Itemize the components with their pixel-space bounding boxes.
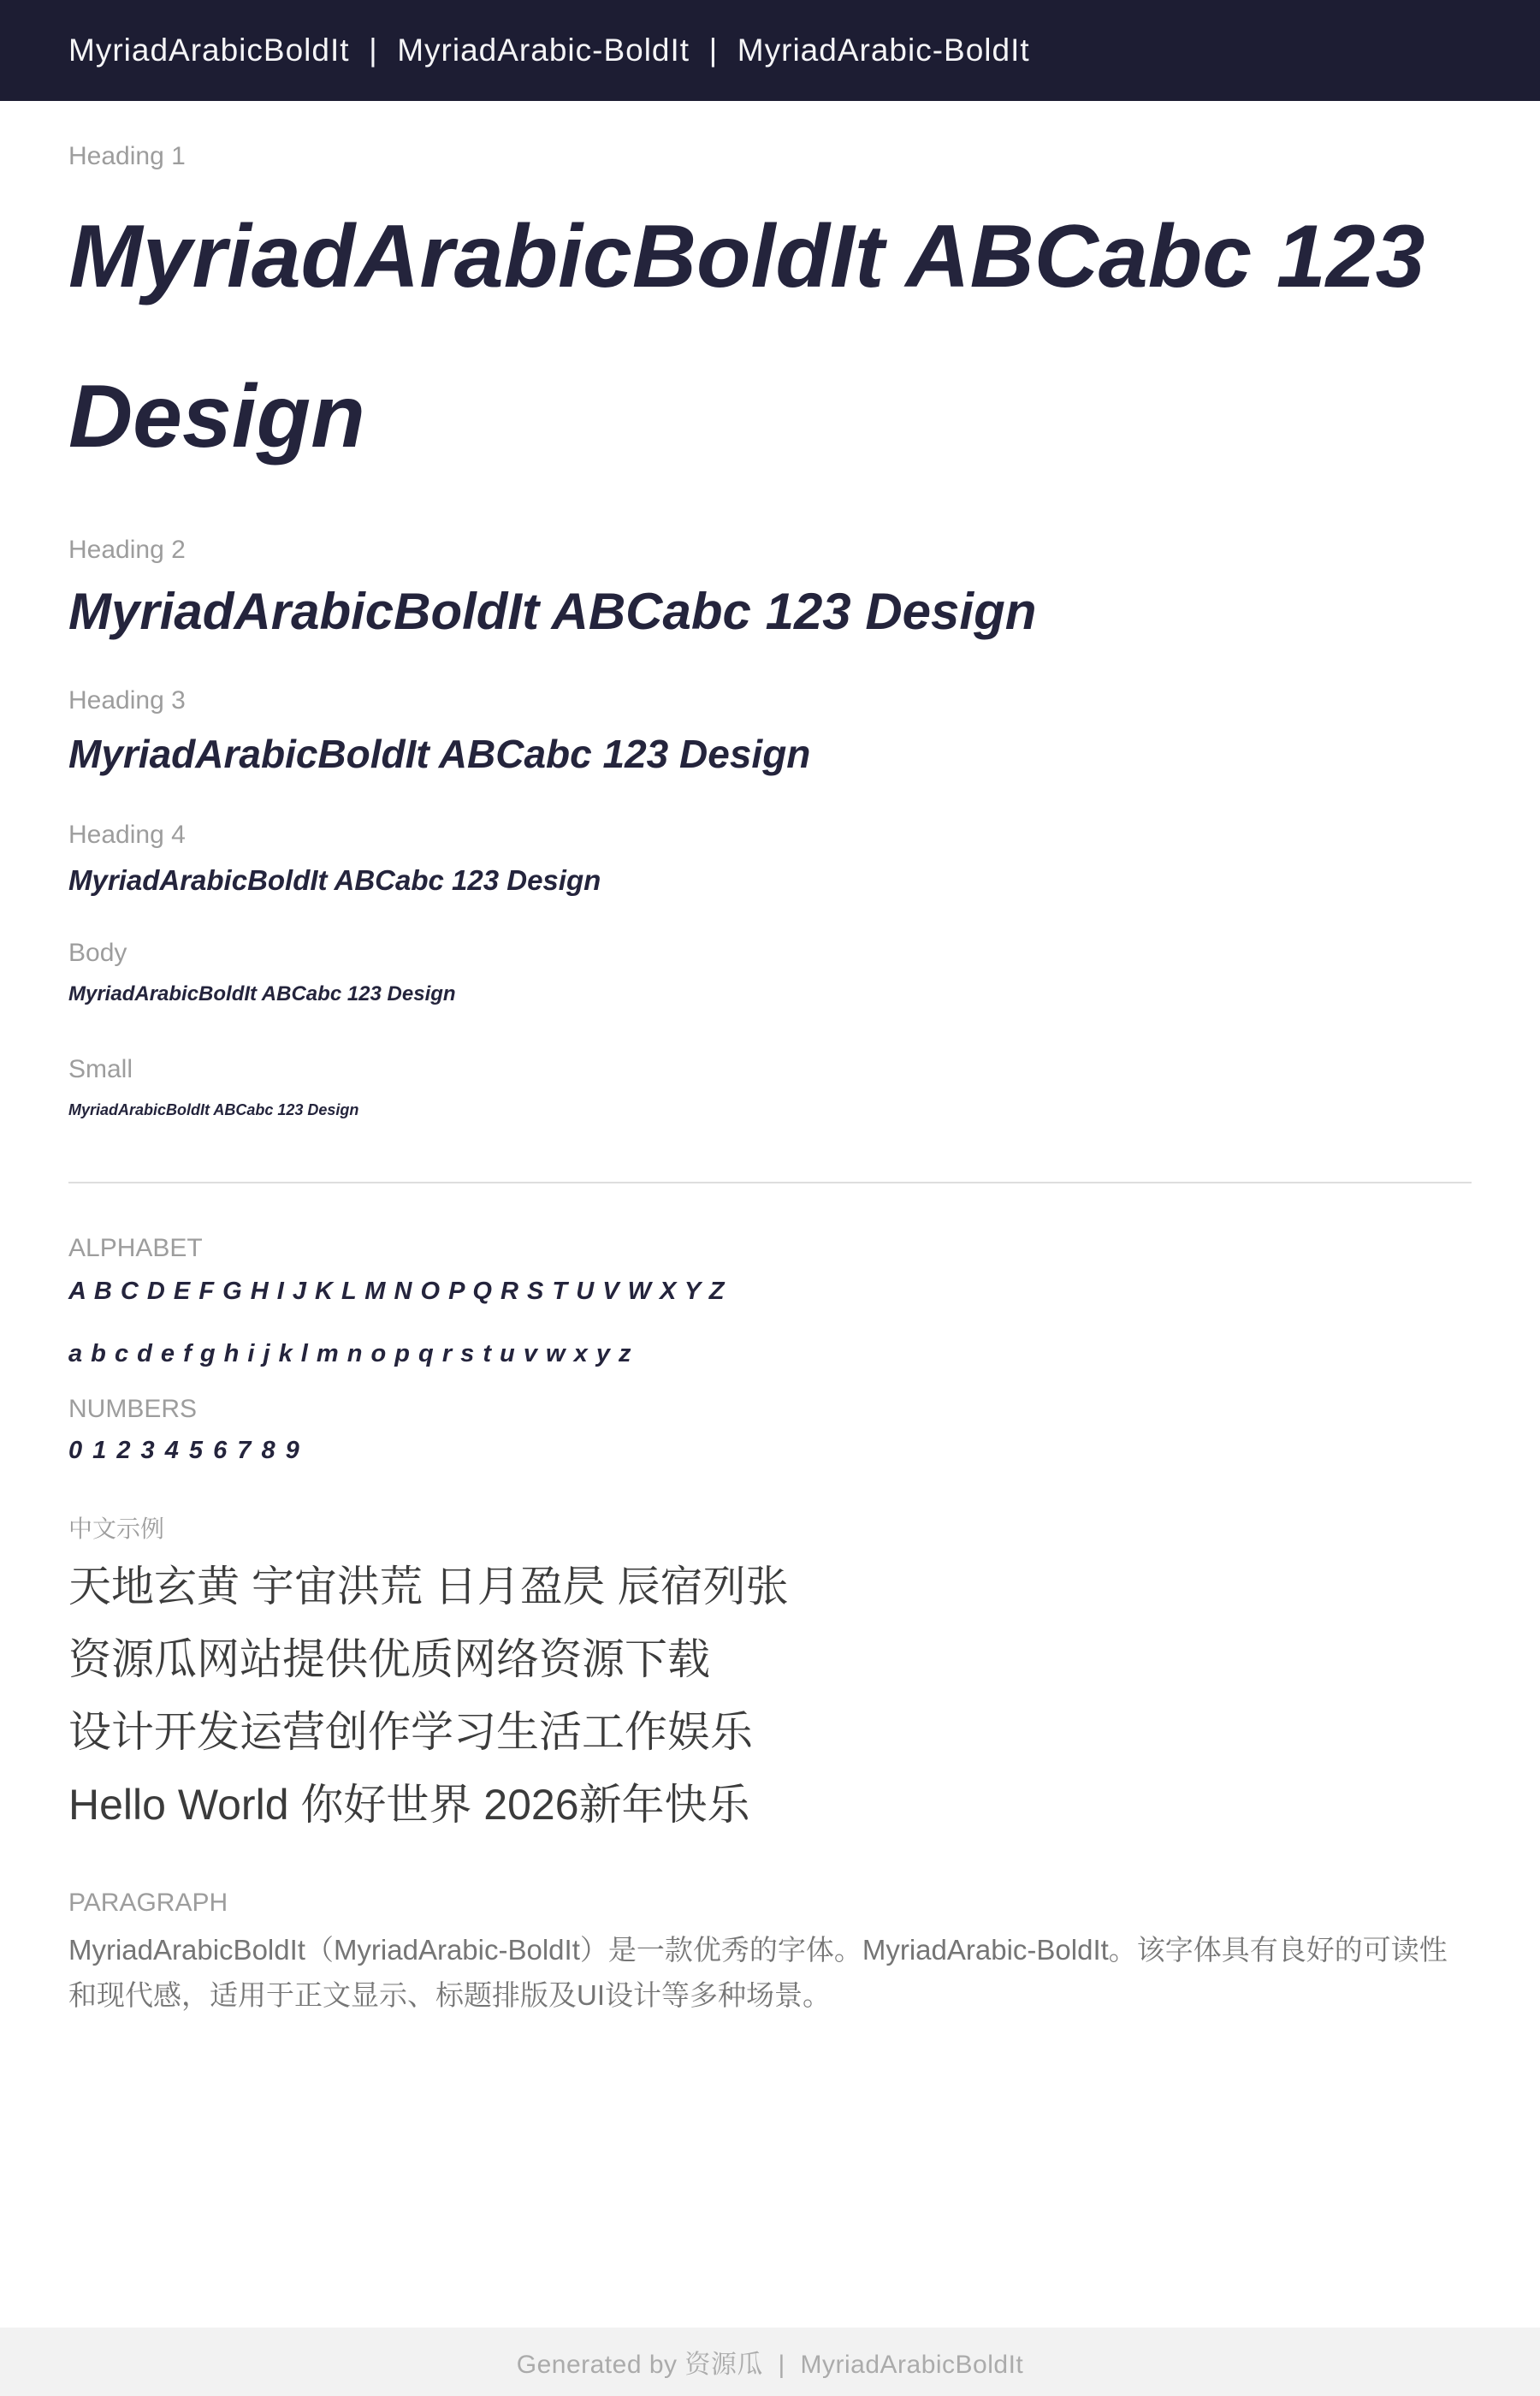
section-divider [68,1182,1472,1183]
footer-bar [0,2328,1540,2396]
chinese-sample-line: 设计开发运营创作学习生活工作娱乐 [68,1707,753,1756]
chinese-sample-line: 资源瓜网站提供优质网络资源下载 [68,1634,710,1683]
specimen-label-small: Small [68,1054,133,1083]
alphabet-label: ALPHABET [68,1233,203,1262]
section-small [68,1054,1472,1122]
section-paragraph [68,1888,1472,2019]
paragraph-text: MyriadArabicBoldIt（MyriadArabic-BoldIt）是一款优秀的字体。MyriadArabic-BoldIt。该字体具有良好的可读性和现代感，适用于正文显示、标题排版及UI设计等多种场景。 [68,1933,1448,2011]
footer-credit-text: Generated by 资源瓜 | MyriadArabicBoldIt [516,2351,1024,2379]
page-content [0,141,1540,2018]
paragraph-label: PARAGRAPH [68,1888,228,1917]
section-heading-4 [68,820,1472,900]
chinese-sample-lines [68,1551,1472,1841]
section-heading-3 [68,685,1472,781]
specimen-sample-body: MyriadArabicBoldIt ABCabc 123 Design [68,982,456,1005]
section-chinese-sample [68,1515,1472,1841]
header-font-names: MyriadArabicBoldIt | MyriadArabic-BoldIt | MyriadArabic-BoldIt [68,33,1030,68]
alphabet-uppercase: A B C D E F G H I J K L M N O P Q R S T U V W X Y Z [68,1277,726,1305]
specimen-label-body: Body [68,938,127,967]
section-heading-2 [68,535,1472,648]
alphabet-lowercase: a b c d e f g h i j k l m n o p q r s t u v w x y z [68,1339,632,1367]
specimen-sample-heading-3: MyriadArabicBoldIt ABCabc 123 Design [68,732,811,777]
numbers-label: NUMBERS [68,1394,198,1423]
section-body [68,938,1472,1010]
chinese-sample-label: 中文示例 [68,1515,165,1542]
chinese-sample-line: 天地玄黄 宇宙洪荒 日月盈昃 辰宿列张 [68,1562,789,1610]
specimen-sample-heading-2: MyriadArabicBoldIt ABCabc 123 Design [68,583,1037,641]
specimen-label-heading-3: Heading 3 [68,686,186,715]
specimen-sample-heading-4: MyriadArabicBoldIt ABCabc 123 Design [68,863,601,896]
numbers-digits: 0 1 2 3 4 5 6 7 8 9 [68,1436,301,1464]
header-bar [0,0,1540,101]
specimen-label-heading-1: Heading 1 [68,142,186,170]
section-alphabet [68,1233,1472,1465]
specimen-sample-heading-1: MyriadArabicBoldIt ABCabc 123 Design [68,207,1425,467]
specimen-label-heading-2: Heading 2 [68,536,186,565]
section-heading-1 [68,141,1472,497]
chinese-sample-line: Hello World 你好世界 2026新年快乐 [68,1780,750,1829]
specimen-label-heading-4: Heading 4 [68,820,186,849]
specimen-sample-small: MyriadArabicBoldIt ABCabc 123 Design [68,1100,359,1118]
